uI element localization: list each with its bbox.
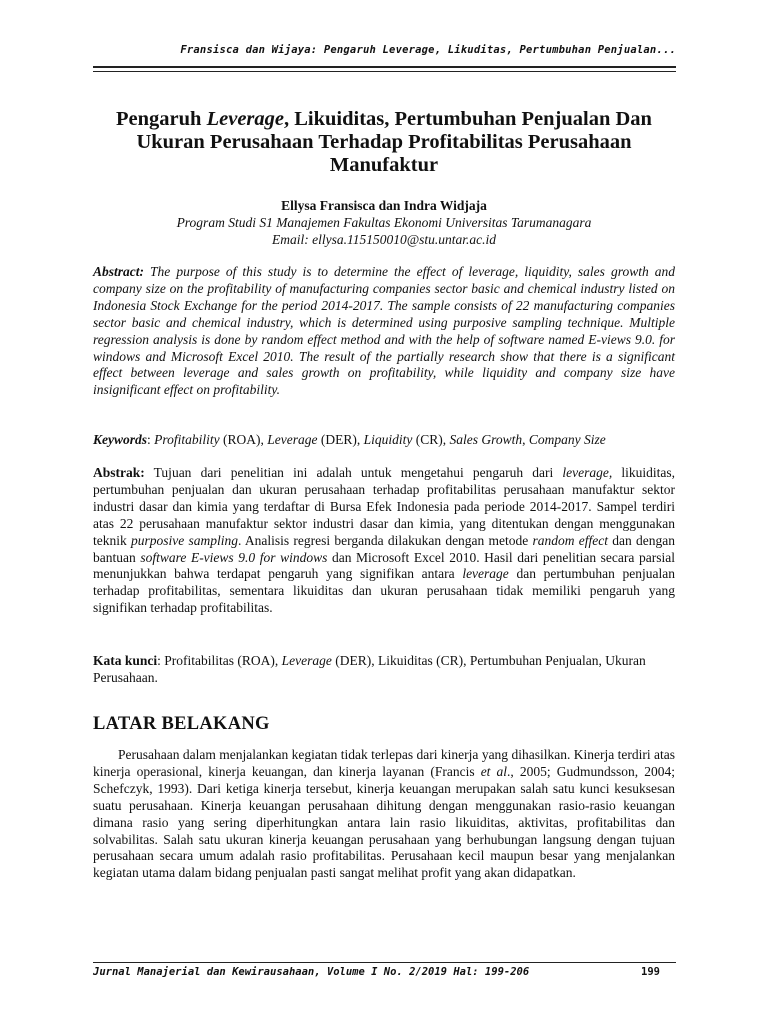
keyword-2: Leverage	[267, 432, 318, 447]
abstrak-text-2: likuiditas, pertumbuhan penjualan dan ukuran perusahaan terhadap profitabilitas perusahaan manufaktur sektor industri dasar dan kimia yang terdaftar di Bursa Efek Indonesia pada periode 2014-2017. Sampel terdiri atas 22 perusahaan manufaktur sektor industri dasar dan kimia, yang ditentukan dengan menggunakan teknik	[93, 465, 676, 548]
keyword-1: Profitability	[154, 432, 220, 447]
header-rule	[93, 66, 676, 68]
keywords-colon: :	[147, 432, 155, 447]
abstract-label: Abstract:	[93, 264, 145, 279]
keywords-english	[93, 431, 675, 448]
title-italic: Leverage	[206, 108, 284, 130]
body-paragraph	[93, 747, 675, 882]
body-italic: et al	[480, 763, 508, 779]
abstrak-italic-1: leverage,	[562, 465, 613, 480]
keyword-3: Liquidity	[363, 432, 413, 447]
abstrak-text-3: . Analisis regresi berganda dilakukan dengan metode	[238, 532, 533, 548]
page-number: 199	[641, 966, 660, 978]
header-rule-thin	[93, 71, 676, 72]
keyword-2-abbr: (DER),	[317, 432, 364, 447]
abstrak-text-1: Tujuan dari penelitian ini adalah untuk mengetahui pengaruh dari	[144, 465, 563, 480]
keyword-1-abbr: (ROA),	[219, 432, 268, 447]
kata-kunci-italic: Leverage	[281, 653, 332, 668]
abstract-text: The purpose of this study is to determine the effect of leverage, liquidity, sales growth and company size on the profitability of manufacturing companies sector basic and chemical industry listed on Indonesia Stock Exchange for the period 2014-2017. The sample consists of 22 manufacturing companies sector basic and chemical industry, which is determined using purposive sampling technique. Multiple regression analysis is done by random effect method and with the help of software named E-views 9.0. for windows and Microsoft Excel 2010. The result of the partially research show that there is a significant effect between leverage and sales growth on profitability, while liquidity and company size have insignificant effect on profitability.	[93, 264, 675, 398]
kata-kunci-label: Kata kunci	[93, 653, 158, 668]
abstrak-text-6: dan pertumbuhan penjualan terhadap profitabilitas, sementara likuiditas dan ukuran perusahaan tidak memiliki pengaruh yang signifikan terhadap profitabilitas.	[93, 566, 675, 616]
abstrak-italic-3: random effect	[532, 532, 609, 548]
keyword-4: Sales Growth	[449, 432, 523, 447]
title-part1: Pengaruh	[116, 108, 207, 130]
footer-journal: Jurnal Manajerial dan Kewirausahaan, Volume I No. 2/2019 Hal: 199-206	[93, 966, 530, 978]
abstrak-text-4: dan dengan bantuan	[93, 532, 676, 565]
abstrak-italic-4: software E-views 9.0 for windows	[140, 549, 328, 565]
abstrak-italic-5: leverage	[462, 566, 509, 582]
author-affiliation: Program Studi S1 Manajemen Fakultas Ekonomi Universitas Tarumanagara	[176, 215, 592, 230]
author-block	[95, 197, 673, 248]
footer-rule	[93, 962, 676, 963]
body-text-1: Perusahaan dalam menjalankan kegiatan tidak terlepas dari kinerja yang dihasilkan. Kinerja terdiri atas kinerja operasional, kinerja keuangan, dan kinerja layanan (Francis	[93, 747, 675, 779]
abstract-english	[93, 264, 675, 399]
kata-kunci-text-2: (DER), Likuiditas (CR), Pertumbuhan Penjualan, Ukuran Perusahaan.	[93, 653, 646, 685]
keywords-label: Keywords	[93, 432, 147, 447]
abstrak-label: Abstrak:	[93, 465, 145, 480]
footer	[93, 966, 676, 978]
kata-kunci-text-1: : Profitabilitas (ROA),	[157, 653, 282, 668]
keywords-indonesian	[93, 652, 675, 686]
paper-title	[95, 108, 673, 177]
section-heading: LATAR BELAKANG	[93, 714, 270, 734]
abstrak-text-5: dan Microsoft Excel 2010. Hasil dari penelitian secara parsial menunjukkan bahwa terdapat pengaruh yang signifikan antara	[93, 549, 675, 582]
keyword-5: Company Size	[528, 432, 606, 447]
author-email: Email: ellysa.115150010@stu.untar.ac.id	[271, 232, 497, 247]
abstrak-italic-2: purposive sampling	[131, 532, 238, 548]
keyword-3-abbr: (CR),	[412, 432, 450, 447]
abstract-indonesian	[93, 465, 675, 617]
running-head: Fransisca dan Wijaya: Pengaruh Leverage, Likuditas, Pertumbuhan Penjualan...	[180, 44, 676, 56]
title-part2: , Likuiditas, Pertumbuhan Penjualan Dan Ukuran Perusahaan Terhadap Profitabilitas Perusahaan Manufaktur	[136, 108, 652, 176]
author-names: Ellysa Fransisca dan Indra Widjaja	[281, 198, 487, 213]
keyword-sep: ,	[522, 432, 529, 447]
body-text-2: ., 2005; Gudmundsson, 2004; Schefczyk, 1993). Dari ketiga kinerja tersebut, kinerja keuangan merupakan salah satu kunci kesuksesan suatu perusahaan. Kinerja keuangan perusahaan dihitung dengan menggunakan rasio-rasio keuangan dimana rasio yang sering diperhitungkan antara lain rasio likuiditas, aktivitas, profitabilitas dan solvabilitas. Salah satu ukuran kinerja keuangan perusahaan yang berhubungan langsung dengan tujuan perusahaan secara umum adalah rasio profitabilitas. Perusahaan kecil maupun besar yang menjalankan kegiatan utama dalam bidang penjualan pasti sangat melihat profit yang akan didapatkan.	[93, 763, 675, 881]
